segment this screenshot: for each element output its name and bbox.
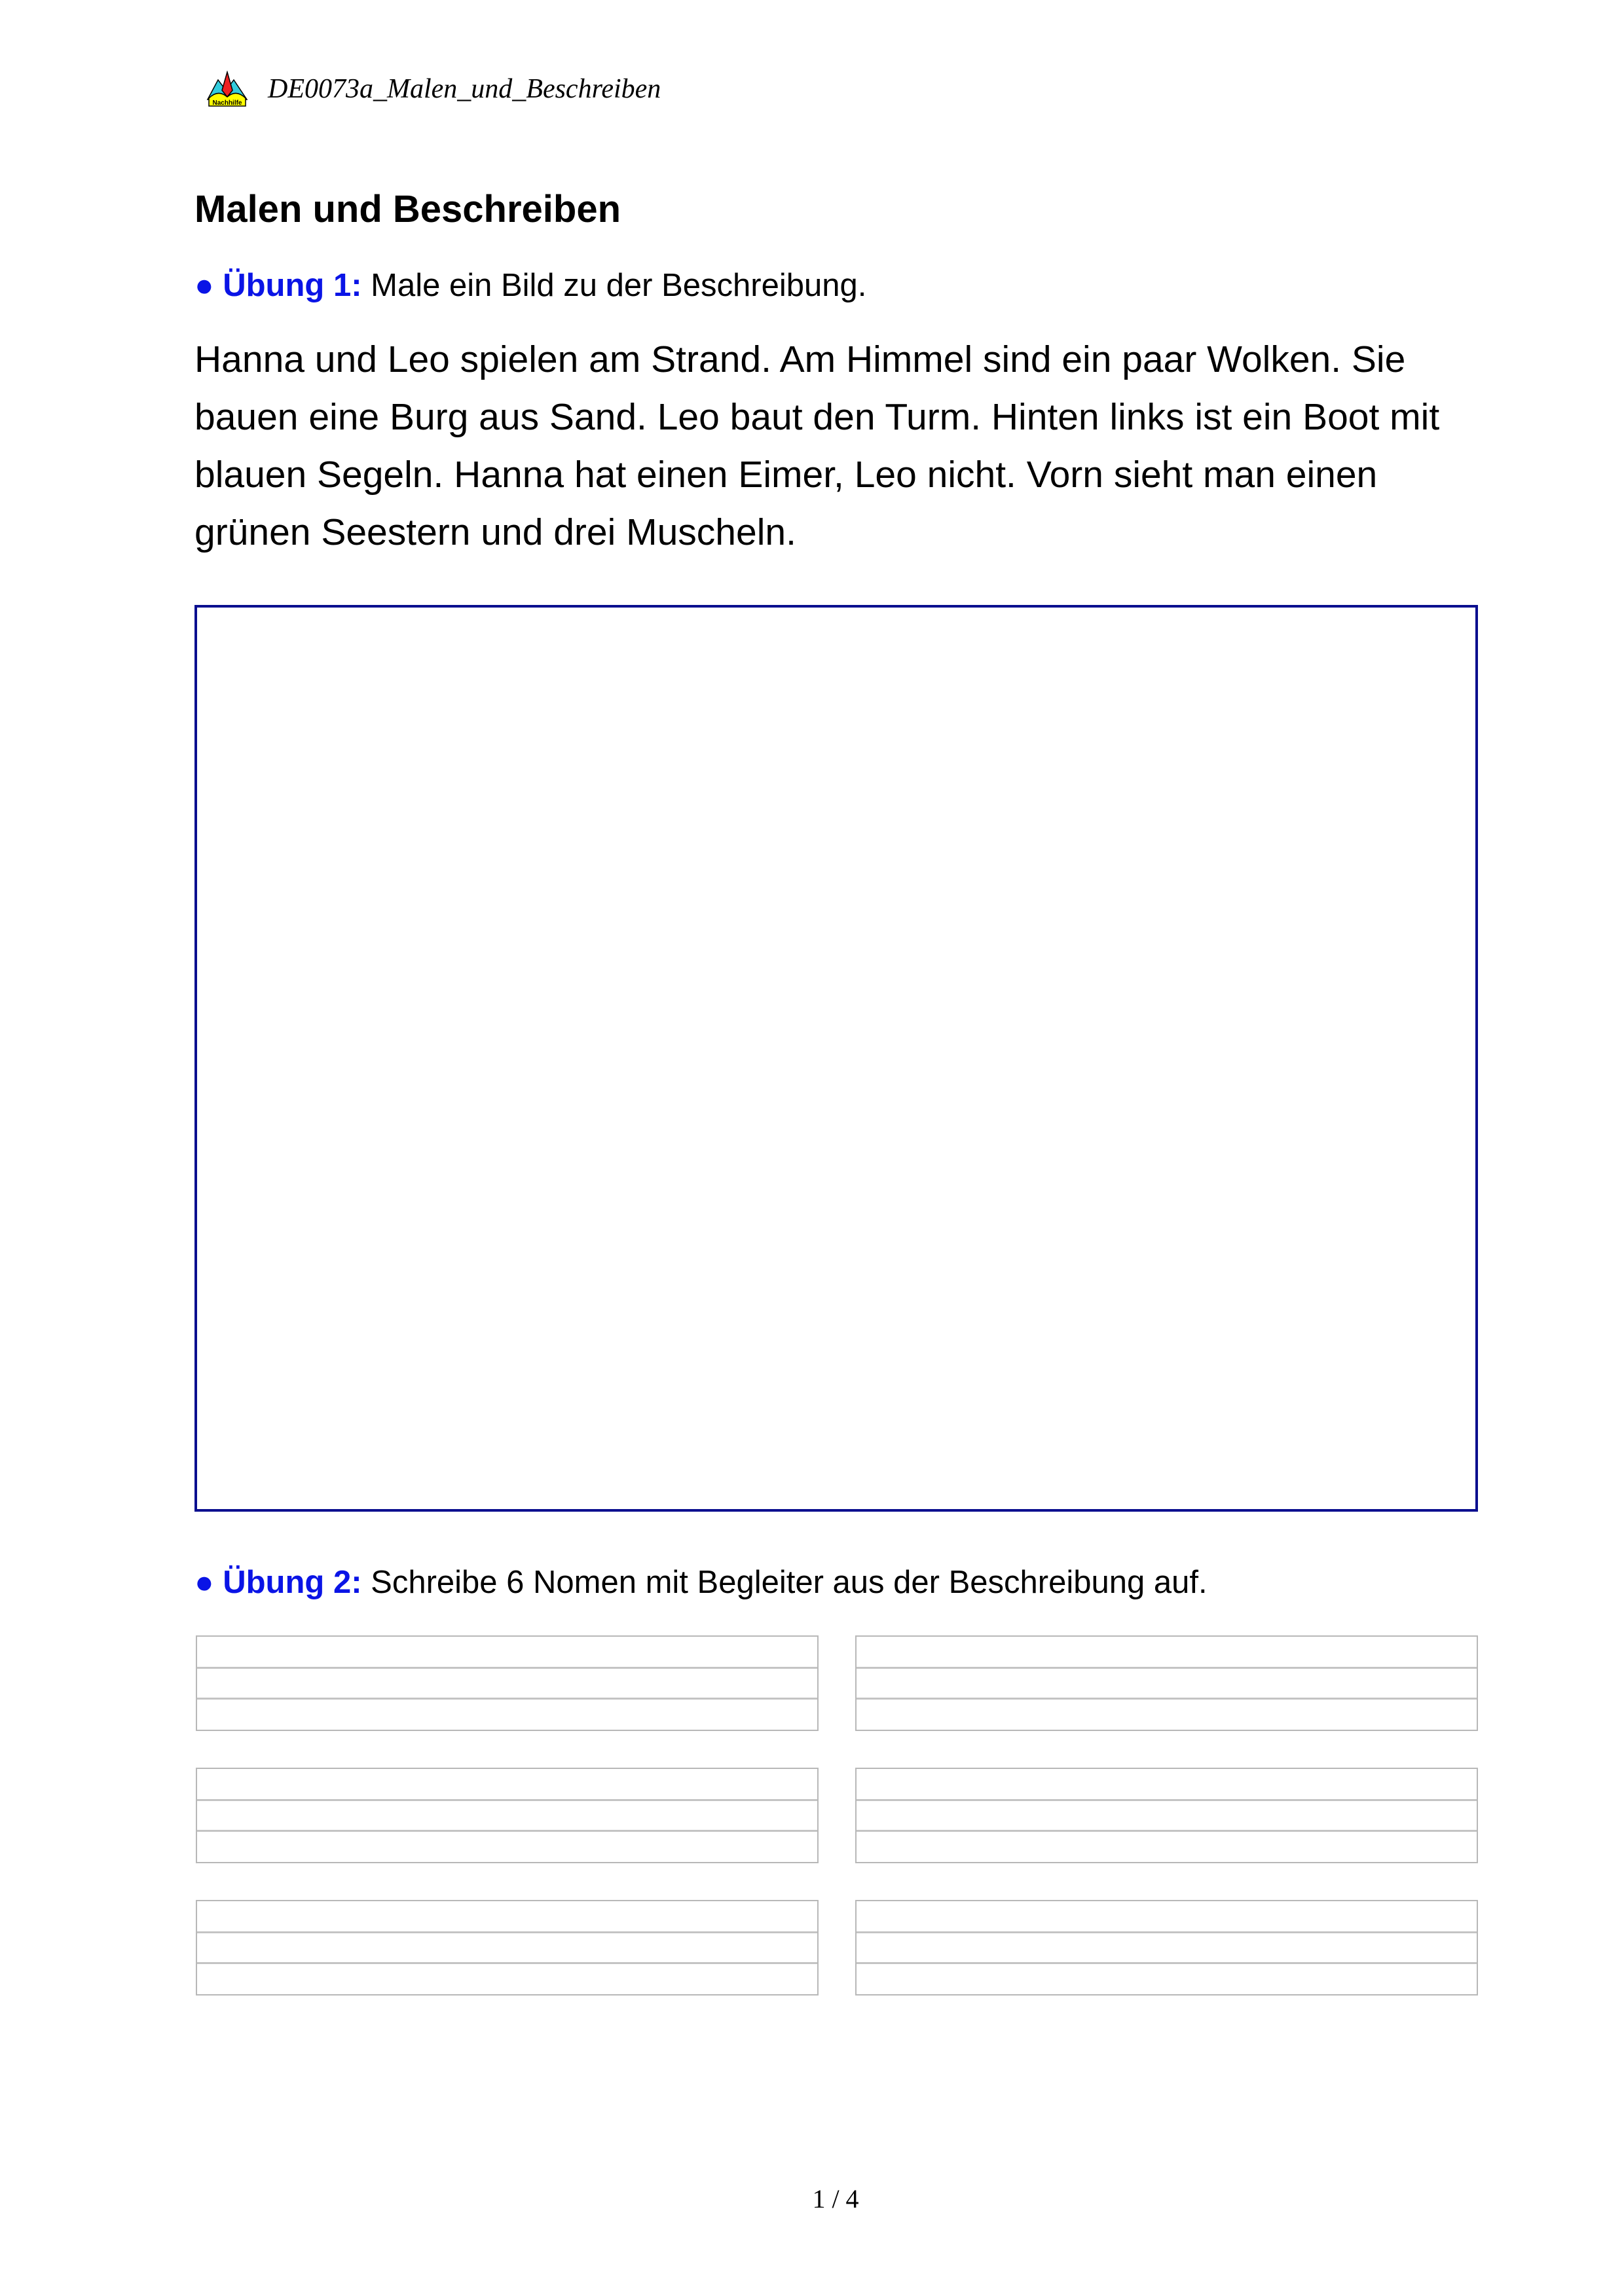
writing-lines-5[interactable] (196, 1900, 819, 1995)
page-title: Malen und Beschreiben (194, 188, 621, 230)
exercise-instruction: Male ein Bild zu der Beschreibung. (371, 268, 867, 303)
writing-lines-2[interactable] (855, 1635, 1478, 1731)
writing-lines-6[interactable] (855, 1900, 1478, 1995)
page-number: 1 / 4 (812, 2184, 859, 2214)
exercise-2-heading (194, 1564, 1208, 1601)
document-id: DE0073a_Malen_und_Beschreiben (268, 74, 661, 104)
bullet-icon: ● (194, 268, 214, 303)
writing-lines-3[interactable] (196, 1768, 819, 1863)
writing-lines-1[interactable] (196, 1635, 819, 1731)
exercise-1-heading (194, 267, 866, 304)
writing-lines-4[interactable] (855, 1768, 1478, 1863)
bullet-icon: ● (194, 1565, 214, 1600)
nachhilfe-logo (206, 71, 248, 107)
exercise-label: Übung 2: (223, 1565, 362, 1600)
exercise-label: Übung 1: (223, 268, 362, 303)
exercise-instruction: Schreibe 6 Nomen mit Begleiter aus der Beschreibung auf. (371, 1565, 1208, 1600)
description-text: Hanna und Leo spielen am Strand. Am Himmel sind ein paar Wolken. Sie bauen eine Burg aus Sand. Leo baut den Turm. Hinten links ist ein Boot mit blauen Segeln. Hanna hat einen Eimer, Leo nicht. Vorn sieht man einen grünen Seestern und drei Muscheln. (194, 338, 1440, 553)
drawing-area[interactable] (194, 605, 1478, 1512)
svg-text:Nachhilfe: Nachhilfe (212, 100, 242, 107)
